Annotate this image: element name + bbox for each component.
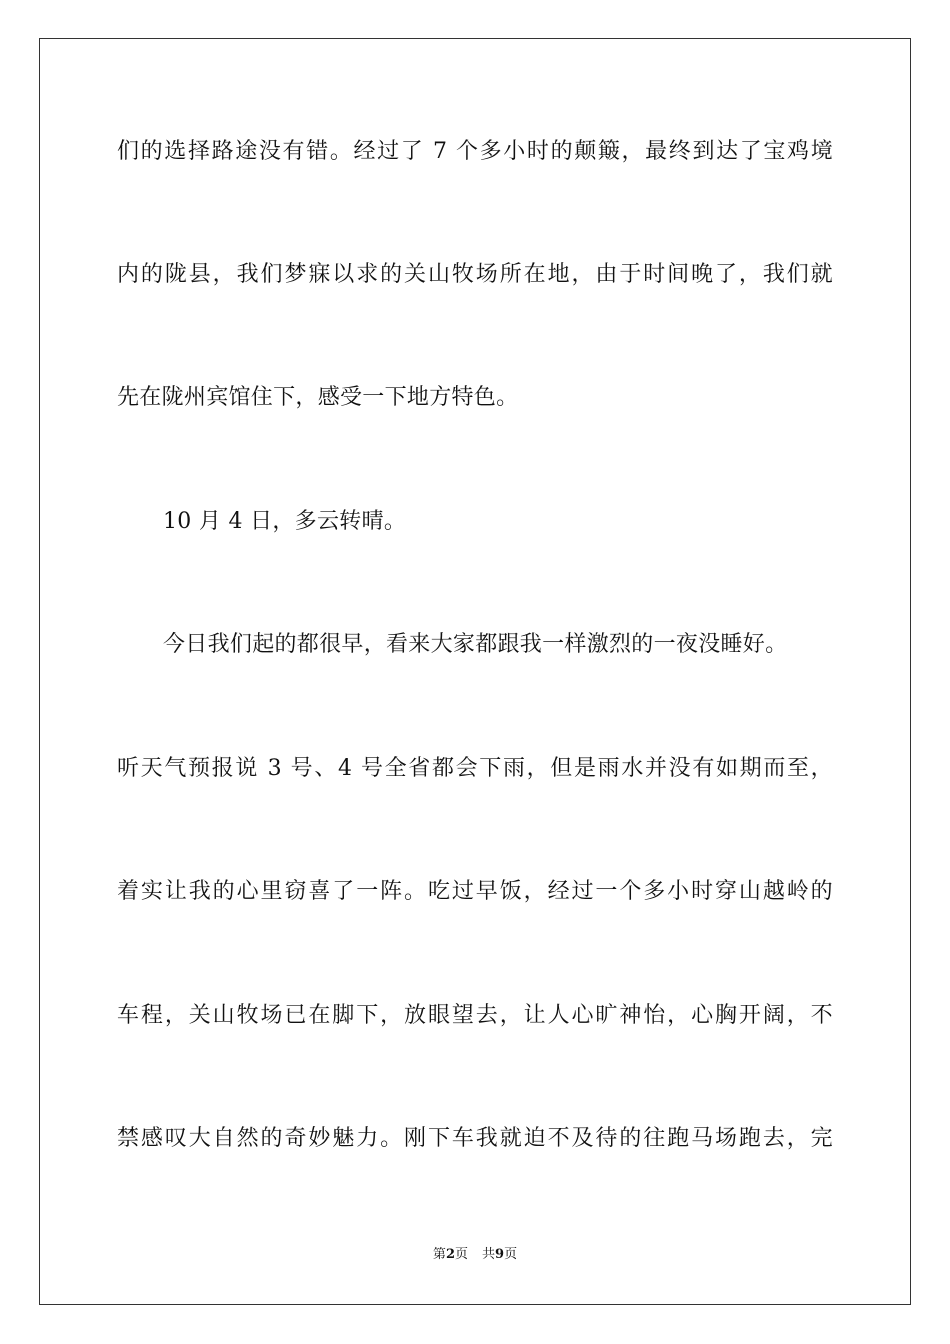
- page-suffix: 页: [454, 1247, 468, 1262]
- paragraph-line-9: 禁感叹大自然的奇妙魅力。刚下车我就迫不及待的往跑马场跑去，完: [117, 1126, 833, 1151]
- date-weather-line: 10 月 4 日，多云转晴。: [163, 509, 407, 534]
- paragraph-line-7: 着实让我的心里窃喜了一阵。吃过早饭，经过一个多小时穿山越岭的: [117, 879, 833, 904]
- paragraph-line-5: 今日我们起的都很早，看来大家都跟我一样激烈的一夜没睡好。: [163, 632, 788, 657]
- total-prefix: 共: [482, 1247, 496, 1262]
- total-page-number: 9: [495, 1247, 505, 1262]
- current-page-number: 2: [445, 1247, 455, 1262]
- paragraph-line-3: 先在陇州宾馆住下，感受一下地方特色。: [117, 385, 519, 410]
- page-number-footer: [0, 1247, 950, 1263]
- page-border: [39, 38, 911, 1305]
- paragraph-line-2: 内的陇县，我们梦寐以求的关山牧场所在地，由于时间晚了，我们就: [117, 262, 833, 287]
- page-prefix: 第: [432, 1247, 446, 1262]
- total-suffix: 页: [504, 1247, 518, 1262]
- paragraph-line-1: 们的选择路途没有错。经过了 7 个多小时的颠簸，最终到达了宝鸡境: [117, 139, 833, 164]
- paragraph-line-8: 车程，关山牧场已在脚下，放眼望去，让人心旷神怡，心胸开阔，不: [117, 1003, 833, 1028]
- paragraph-line-6: 听天气预报说 3 号、4 号全省都会下雨，但是雨水并没有如期而至，: [117, 756, 833, 781]
